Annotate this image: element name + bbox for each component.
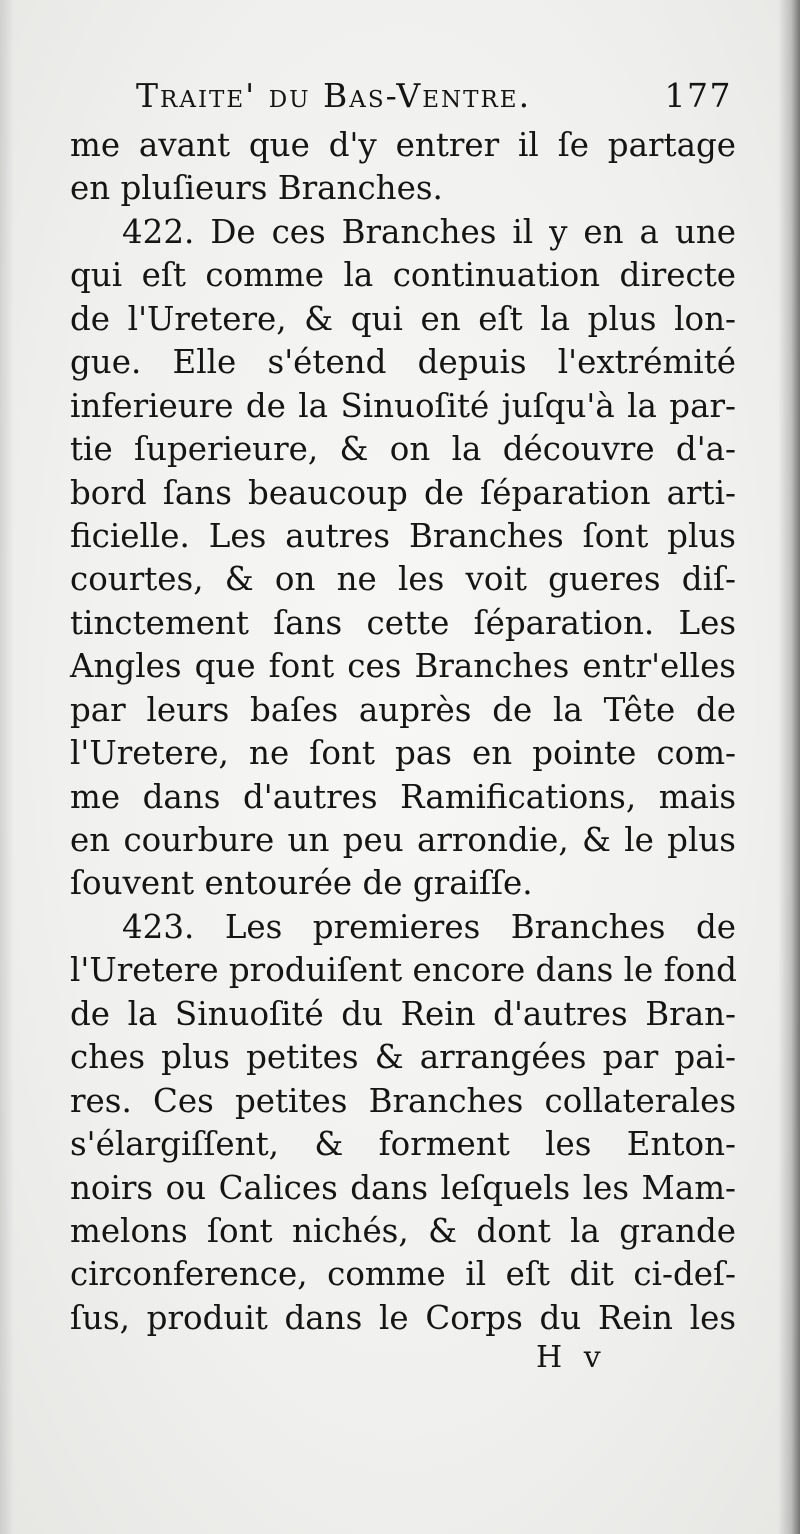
text-line: qui eſt comme la continuation directe [70,256,736,295]
text-line: l'Uretere, ne ſont pas en pointe com- [70,734,736,773]
text-line: Angles que font ces Branches entr'elles [70,647,736,686]
page-number: 177 [664,76,732,115]
running-head-title: Traite' du Bas-Ventre. [136,76,532,115]
page-gutter-shadow [0,0,14,1534]
text-line: s'élargiſſent, & forment les Enton- [70,1125,736,1164]
text-line: en pluſieurs Branches. [70,169,443,208]
text-line: ficielle. Les autres Branches ſont plus [70,516,736,555]
text-line: par leurs baſes auprès de la Tête de [70,690,736,729]
paragraph-422-start: 422. De ces Branches il y en a une [122,212,736,251]
text-line: noirs ou Calices dans leſquels les Mam- [70,1168,736,1207]
text-line: circonference, comme il eſt dit ci-deſ- [70,1255,736,1294]
text-line: res. Ces petites Branches collaterales [70,1081,736,1120]
text-line: courtes, & on ne les voit gueres diſ- [70,560,736,599]
text-line: l'Uretere produiſent encore dans le fond [70,951,737,990]
text-line: ſus, produit dans le Corps du Rein les [70,1298,736,1337]
text-line: ches plus petites & arrangées par pai- [70,1038,736,1077]
text-line: tie ſuperieure, & on la découvre d'a- [70,430,736,469]
text-line: ſouvent entourée de graiſſe. [70,864,533,903]
text-line: inferieure de la Sinuoſité juſqu'à la par- [70,386,736,425]
text-line: melons ſont nichés, & dont la grande [70,1211,736,1250]
page-edge-shadow [778,0,800,1534]
text-line: me avant que d'y entrer il ſe partage [70,126,736,164]
running-head [70,72,736,124]
text-line: bord ſans beaucoup de ſéparation arti- [70,473,736,512]
paragraph-423-start: 423. Les premieres Branches de [122,907,736,946]
text-line: en courbure un peu arrondie, & le plus [70,821,736,859]
text-line: de l'Uretere, & qui en eſt la plus lon- [70,299,736,338]
page-text [70,72,736,1340]
text-line: tinctement ſans cette ſéparation. Les [70,603,736,642]
text-line: me dans d'autres Ramifications, mais [70,777,736,816]
text-line: gue. Elle s'étend depuis l'extrémité [70,343,736,382]
signature-mark: H v [536,1340,607,1375]
text-line: de la Sinuoſité du Rein d'autres Bran- [70,994,736,1033]
